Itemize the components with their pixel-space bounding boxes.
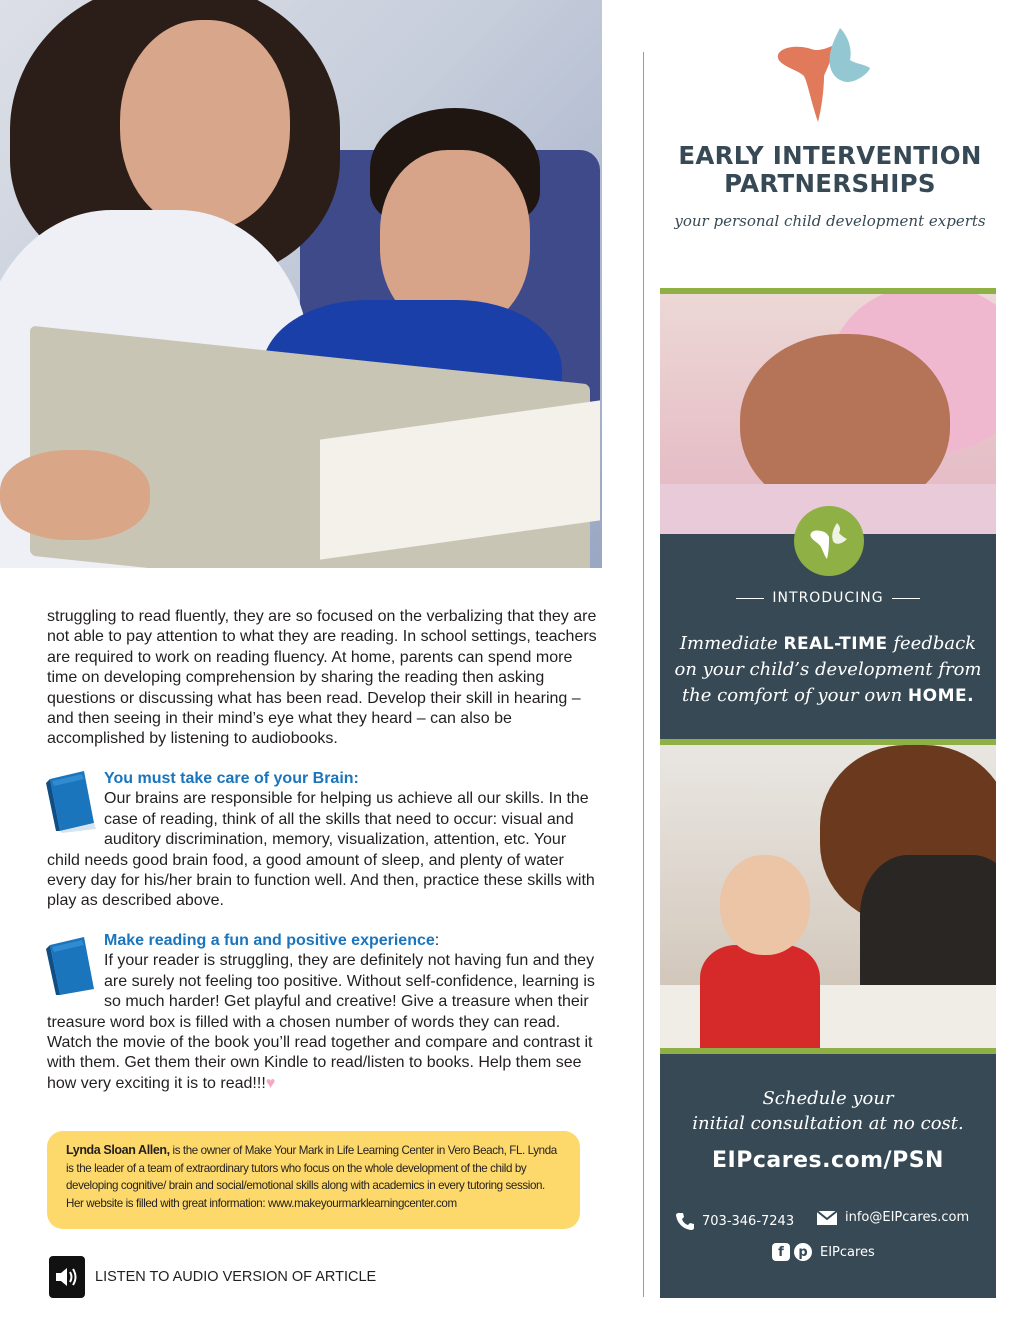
- article-section-brain: [47, 769, 597, 912]
- section-text: Our brains are responsible for helping us achieve all our skills. In the case of reading, think of all the skills that need to occur: visual and auditory discrimination, memory, visualization, attention, etc. Your child needs good brain food, a good amount of sleep, and plenty of water every day for his/her brain to function well. And then, practice these skills with play as described above.: [47, 790, 595, 910]
- schedule-cta: Schedule your initial consultation at no cost.: [692, 1088, 964, 1134]
- phone-contact[interactable]: [676, 1212, 794, 1230]
- email-contact[interactable]: [817, 1210, 969, 1225]
- accent-bar: [660, 1048, 996, 1054]
- section-heading: You must take care of your Brain:: [104, 770, 359, 787]
- photo-woman-with-child: [660, 745, 996, 1048]
- book-icon: [44, 769, 100, 839]
- ad-pitch: Immediate REAL-TIME feedback on your child’s development from the comfort of your own HOME.: [674, 633, 982, 706]
- brand-line: PARTNERSHIPS: [724, 169, 936, 198]
- audio-label[interactable]: LISTEN TO AUDIO VERSION OF ARTICLE: [95, 1269, 377, 1285]
- facebook-icon[interactable]: f: [772, 1243, 790, 1261]
- social-links[interactable]: [772, 1243, 875, 1261]
- introducing-label: INTRODUCING: [660, 590, 996, 606]
- author-name: Lynda Sloan Allen,: [66, 1143, 170, 1157]
- brand-line: EARLY INTERVENTION: [678, 141, 982, 170]
- author-bio-text: is the owner of Make Your Mark in Life Learning Center in Vero Beach, FL. Lynda is the leader of a team of extraordinary tutors who focus on the whole development of the child by developing cognitive/ brain and social/emotional skills along with academics in every tutoring session. Her website is filled with great information: www.makeyourmarklearningcenter.com: [66, 1144, 557, 1210]
- pinterest-icon[interactable]: p: [794, 1243, 812, 1261]
- butterfly-logo-icon: [770, 26, 880, 128]
- butterfly-badge-icon: [794, 506, 864, 576]
- phone-number[interactable]: 703-346-7243: [702, 1213, 795, 1229]
- email-address[interactable]: info@EIPcares.com: [845, 1210, 970, 1225]
- hero-photo-mother-son-reading: [0, 0, 602, 568]
- social-handle[interactable]: EIPcares: [820, 1244, 875, 1260]
- article-paragraph: struggling to read fluently, they are so focused on the verbalizing that they are not able to pay attention to what they are reading. In school settings, teachers are required to work on reading fluency. At home, parents can spend more time on developing comprehension by sharing the reading then asking questions or discussing what has been read. Develop their skill in hearing – and then seeing in their mind’s eye what they heard – can also be accomplished by listening to audiobooks.: [47, 608, 597, 748]
- author-bio-box: [47, 1131, 580, 1229]
- column-divider: [643, 52, 644, 1297]
- book-icon: [44, 931, 100, 1001]
- mail-icon: [817, 1211, 837, 1225]
- website-link[interactable]: EIPcares.com/PSN: [712, 1148, 944, 1173]
- section-heading: Make reading a fun and positive experience:: [104, 932, 440, 949]
- photo-smiling-baby: [660, 294, 996, 534]
- brand-tagline: your personal child development experts: [674, 212, 986, 230]
- brand-name: [660, 142, 1000, 198]
- heart-icon: ♥: [265, 1074, 276, 1092]
- section-text: If your reader is struggling, they are definitely not having fun and they are surely not feeling too positive. Without self-confidence, learning is so much harder! Get playful and creative! Give a treasure when their treasure word box is filled with a chosen number of words they can read. Watch the movie of the book you’ll read together and compare and contrast it with them. Get them their own Kindle to read/listen to books. Help them see how very exciting it is to read!!!♥: [47, 952, 595, 1092]
- article-section-fun: [47, 931, 597, 1094]
- speaker-icon[interactable]: [49, 1256, 85, 1298]
- audio-version-link[interactable]: [49, 1256, 376, 1298]
- phone-icon: [676, 1212, 694, 1230]
